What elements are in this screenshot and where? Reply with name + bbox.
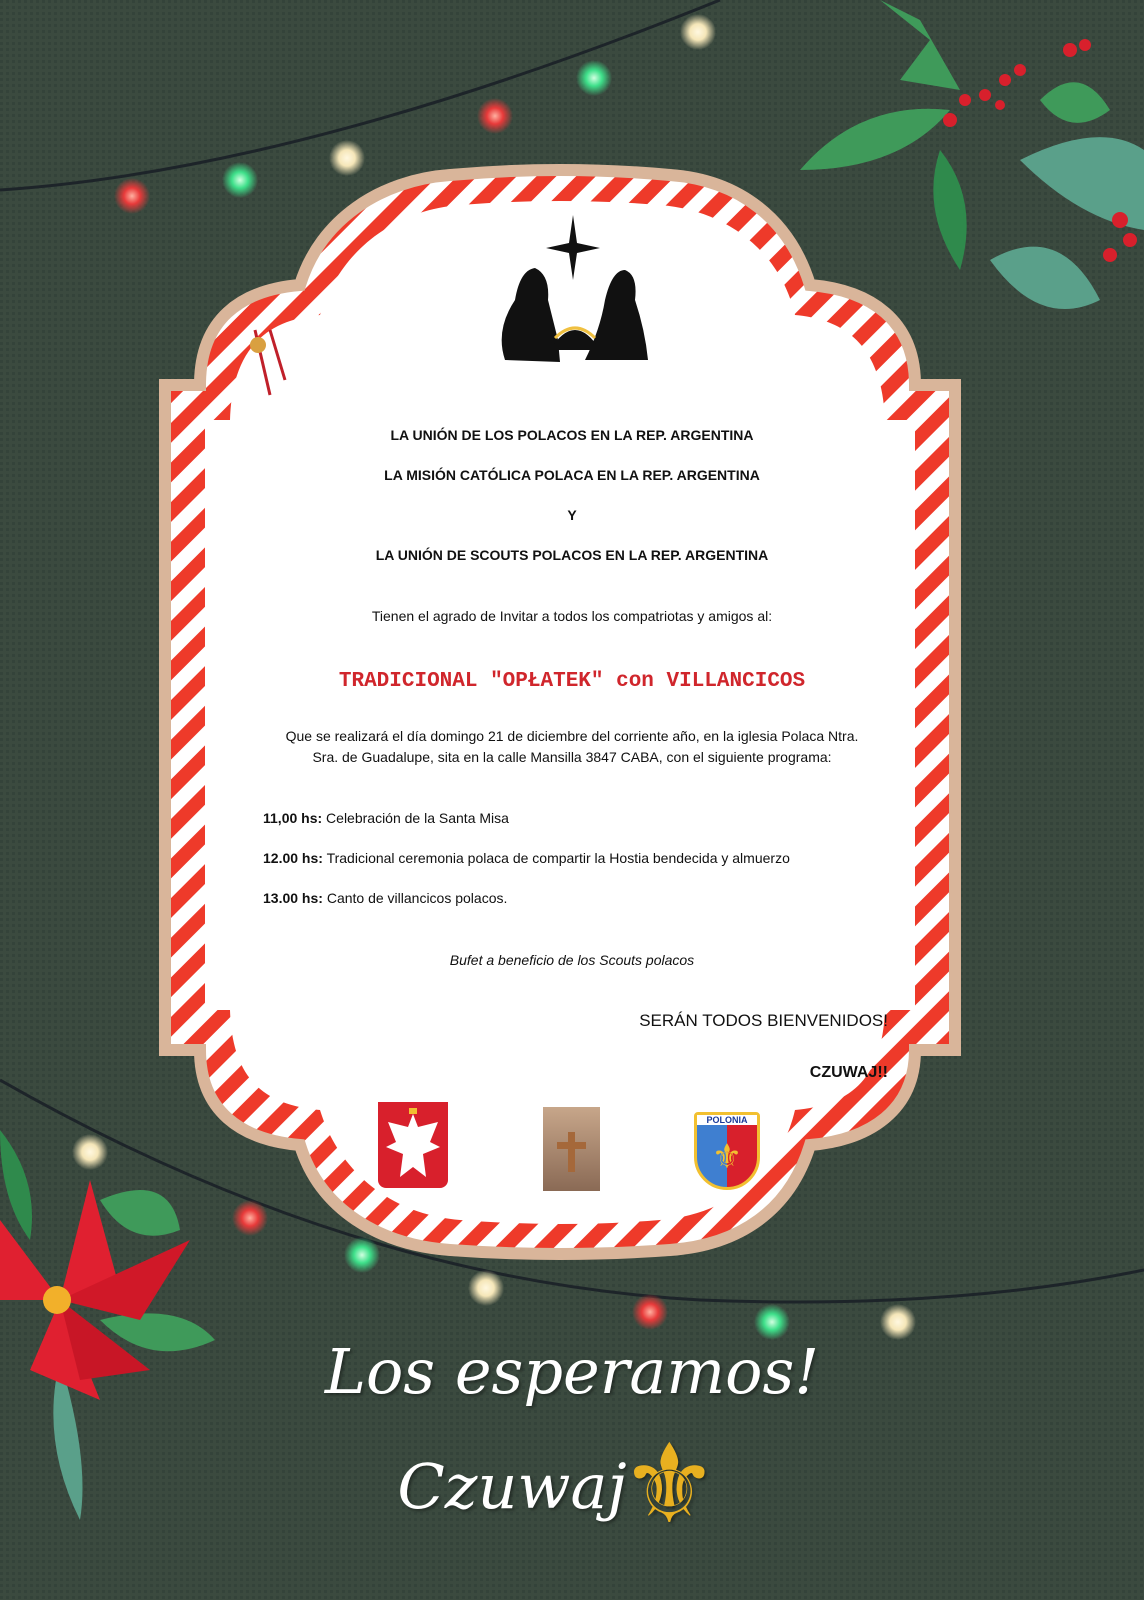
welcome-text: SERÁN TODOS BIENVENIDOS!	[639, 1011, 888, 1030]
program-activity: Celebración de la Santa Misa	[326, 810, 509, 826]
program-activity: Tradicional ceremonia polaca de compartir la Hostia bendecida y almuerzo	[326, 850, 790, 866]
scout-polonia-badge: POLONIA ⚜	[694, 1112, 760, 1190]
program-activity: Canto de villancicos polacos.	[326, 890, 508, 906]
program-item	[263, 810, 509, 826]
program-item	[263, 890, 507, 906]
event-title: TRADICIONAL "OPŁATEK" con VILLANCICOS	[338, 670, 806, 693]
organizer-line-1: LA UNIÓN DE LOS POLACOS EN LA REP. ARGENTINA	[390, 427, 754, 443]
buffet-note: Bufet a beneficio de los Scouts polacos	[449, 952, 695, 968]
organizer-line-3: LA UNIÓN DE SCOUTS POLACOS EN LA REP. ARGENTINA	[375, 547, 769, 563]
organizer-conjunction: Y	[567, 507, 577, 523]
organizer-line-2: LA MISIÓN CATÓLICA POLACA EN LA REP. ARGENTINA	[384, 467, 760, 483]
closing-script-2: Czuwaj	[397, 1450, 627, 1523]
event-details-line-1: Que se realizará el día domingo 21 de diciembre del corriente año, en la iglesia Polaca Ntra.	[285, 728, 859, 744]
badge-text: POLONIA	[697, 1115, 757, 1125]
invitation-text: Tienen el agrado de Invitar a todos los compatriotas y amigos al:	[371, 608, 773, 624]
sign-off: CZUWAJ!!	[809, 1064, 888, 1081]
closing-script-1: Los esperamos!	[324, 1335, 820, 1408]
program-time: 12.00 hs:	[263, 850, 323, 866]
polish-eagle-emblem	[378, 1102, 448, 1188]
event-details-line-2: Sra. de Guadalupe, sita en la calle Mansilla 3847 CABA, con el siguiente programa:	[312, 749, 832, 765]
cross-image	[543, 1107, 600, 1191]
program-time: 11,00 hs:	[263, 810, 323, 826]
fleur-de-lis-icon: ⚜	[620, 1423, 719, 1546]
program-time: 13.00 hs:	[263, 890, 323, 906]
program-item	[263, 850, 790, 866]
